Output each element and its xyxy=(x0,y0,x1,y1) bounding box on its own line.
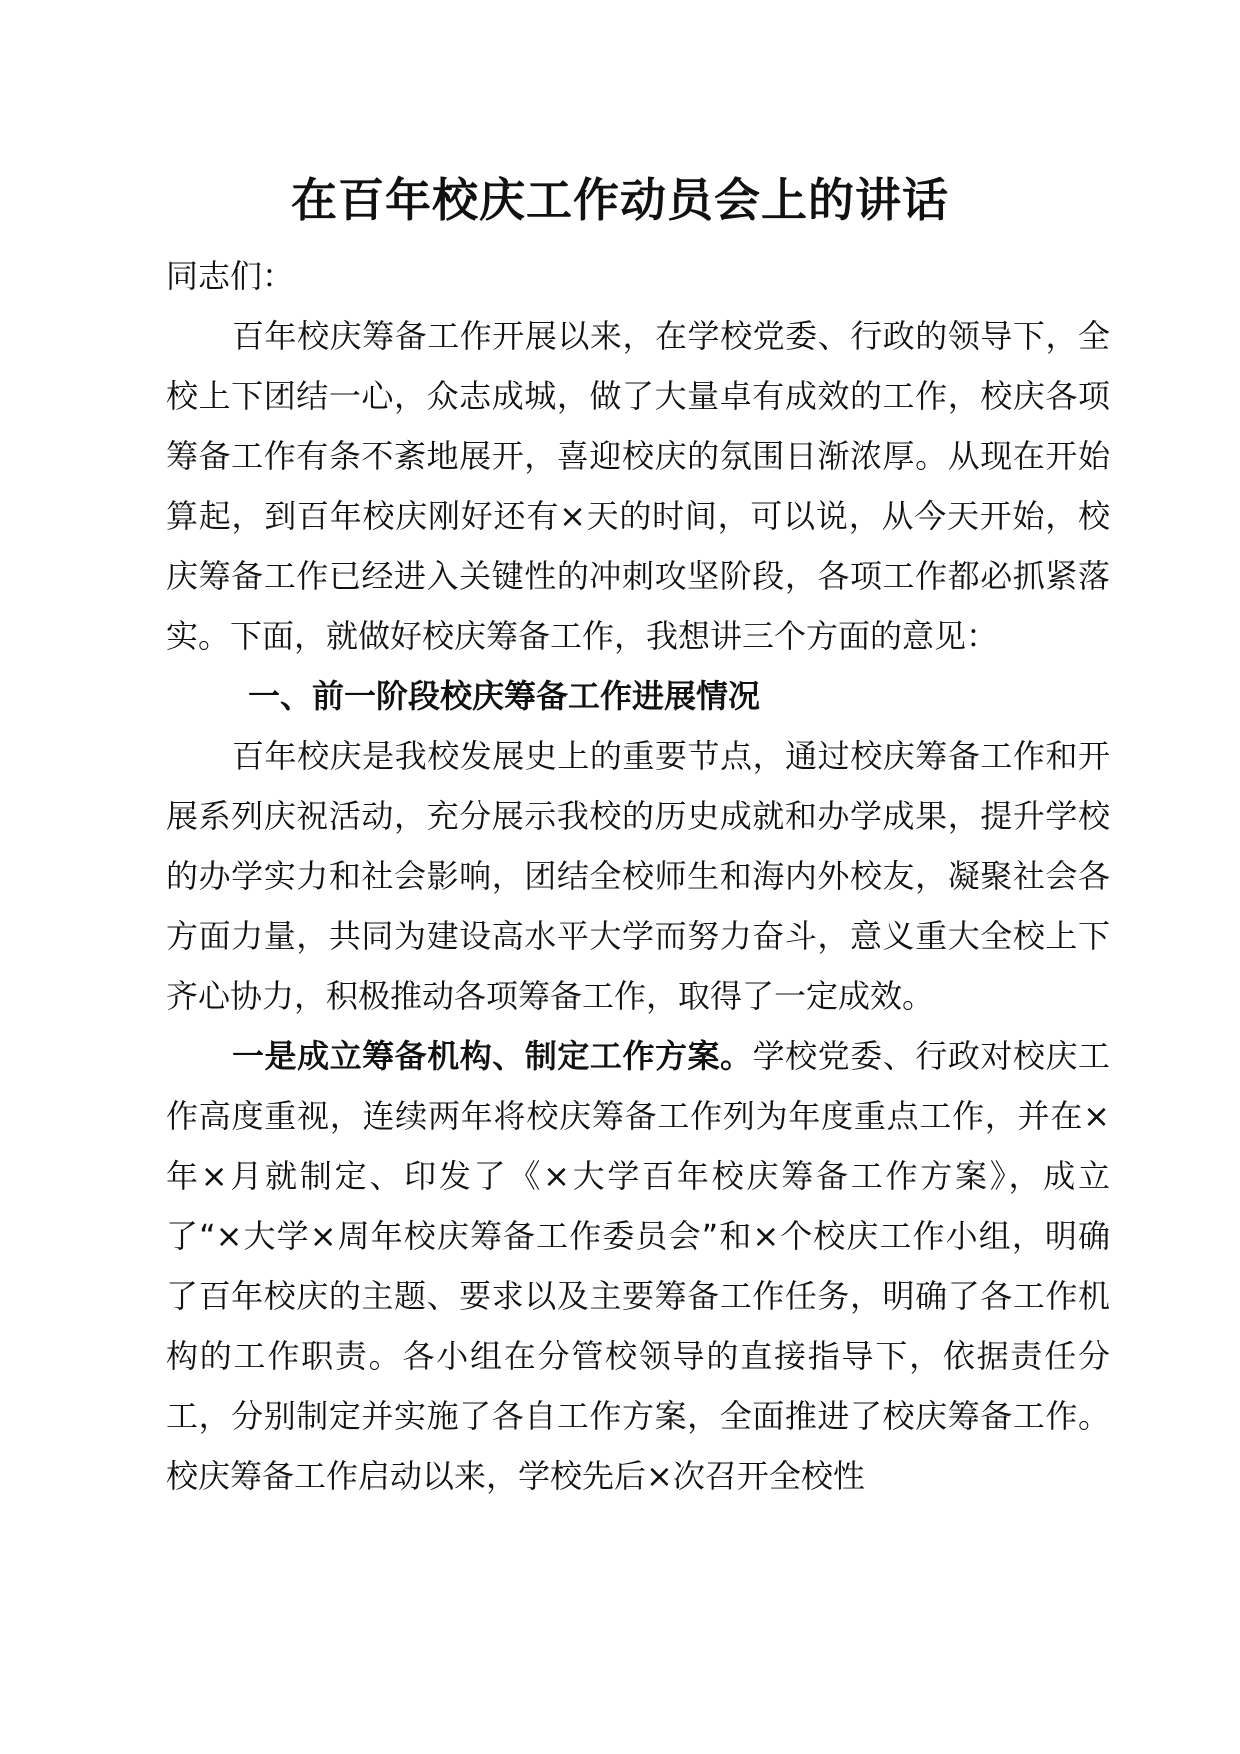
section-heading-1: 一、前一阶段校庆筹备工作进展情况 xyxy=(248,677,761,715)
paragraph-intro: 百年校庆筹备工作开展以来，在学校党委、行政的领导下，全校上下团结一心，众志成城，做了大量卓有成效的工作，校庆各项筹备工作有条不紊地展开，喜迎校庆的氛围日渐浓厚。从现在开始算起，到百年校庆刚好还有×天的时间，可以说，从今天开始，校庆筹备工作已经进入关键性的冲刺攻坚阶段，各项工作都必抓紧落实。下面，就做好校庆筹备工作，我想讲三个方面的意见： xyxy=(166,317,1110,655)
point-1-text: 学校党委、行政对校庆工作高度重视，连续两年将校庆筹备工作列为年度重点工作，并在×年×月就制定、印发了《×大学百年校庆筹备工作方案》，成立了“×大学×周年校庆筹备工作委员会”和×个校庆工作小组，明确了百年校庆的主题、要求以及主要筹备工作任务，明确了各工作机构的工作职责。各小组在分管校领导的直接指导下，依据责任分工，分别制定并实施了各自工作方案，全面推进了校庆筹备工作。校庆筹备工作启动以来，学校先后×次召开全校性 xyxy=(166,1037,1110,1495)
point-1-lead: 一是成立筹备机构、制定工作方案。 xyxy=(232,1037,753,1075)
document-body xyxy=(166,246,1110,1506)
paragraph-background: 百年校庆是我校发展史上的重要节点，通过校庆筹备工作和开展系列庆祝活动，充分展示我校的历史成就和办学成果，提升学校的办学实力和社会影响，团结全校师生和海内外校友，凝聚社会各方面力量，共同为建设高水平大学而努力奋斗，意义重大全校上下齐心协力，积极推动各项筹备工作，取得了一定成效。 xyxy=(166,737,1110,1015)
paragraph-point-1 xyxy=(166,1026,1110,1506)
salutation: 同志们： xyxy=(166,257,295,295)
page-title: 在百年校庆工作动员会上的讲话 xyxy=(291,173,949,227)
